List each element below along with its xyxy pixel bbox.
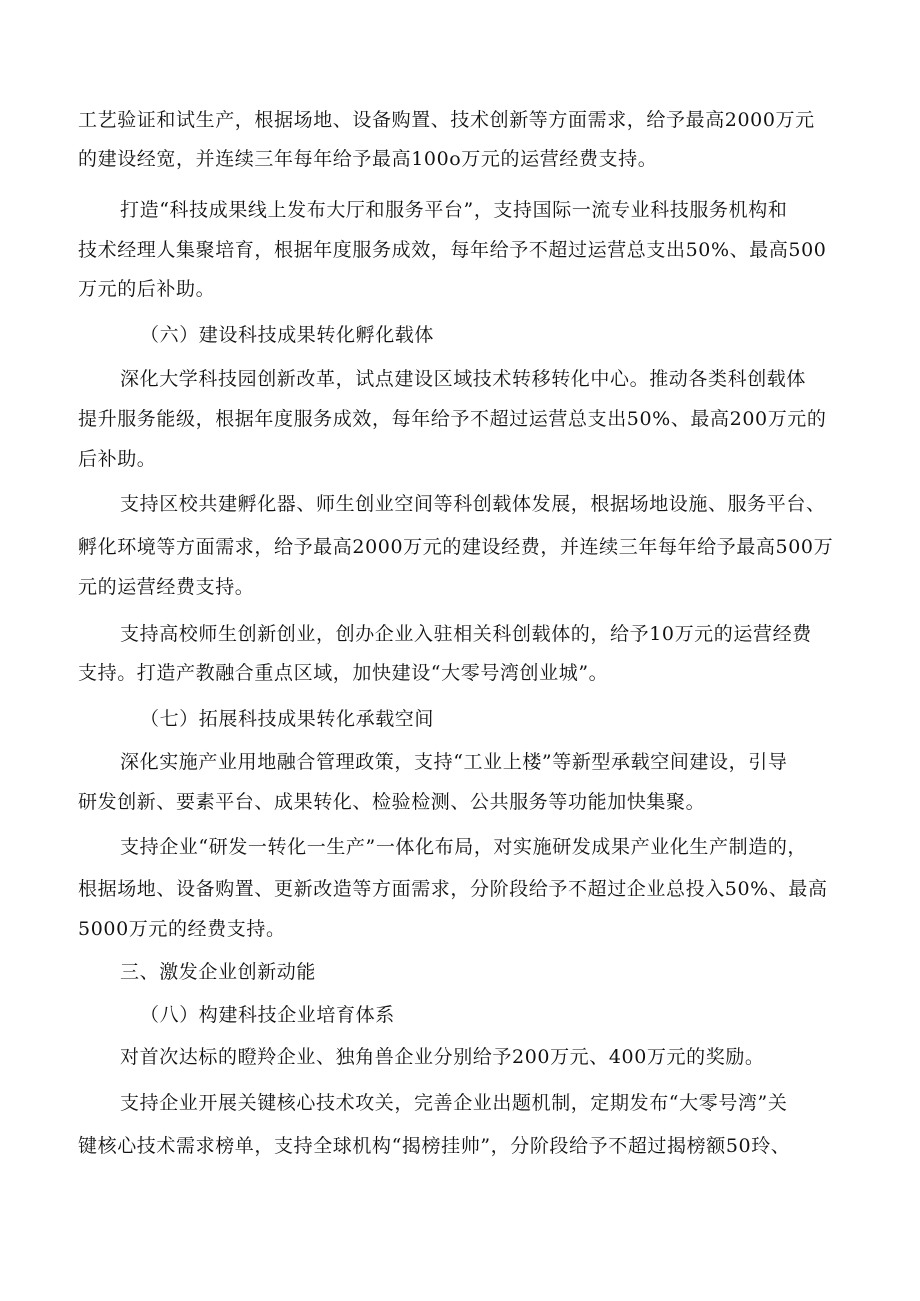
paragraph-line: 研发创新、要素平台、成果转化、检验检测、公共服务等功能加快集聚。 — [78, 791, 706, 813]
paragraph-line: 的建设经宽，并连续三年每年给予最高100o万元的运营经费支持。 — [78, 148, 658, 170]
paragraph-line: 5000万元的经费支持。 — [78, 918, 286, 940]
paragraph-line: 键核心技术需求榜单，支持全球机构“揭榜挂帅”，分阶段给予不超过揭榜额50玲、 — [78, 1135, 791, 1157]
paragraph-line: 支持企业开展关键核心技术攻关，完善企业出题机制，定期发布“大零号湾”关 — [120, 1092, 788, 1114]
paragraph-line: 孵化环境等方面需求，给予最高2000万元的建设经费，并连续三年每年给予最高500万 — [78, 536, 834, 558]
paragraph-line: 支持。打造产教融合重点区域，加快建设“大零号湾创业城”。 — [78, 662, 609, 684]
paragraph-line: 对首次达标的瞪羚企业、独角兽企业分别给予200万元、400万元的奖励。 — [120, 1046, 765, 1068]
section-heading: （八）构建科技企业培育体系 — [140, 1004, 395, 1026]
paragraph-line: 根据场地、设备购置、更新改造等方面需求，分阶段给予不超过企业总投入50%、最高 — [78, 878, 828, 900]
paragraph-line: 后补助。 — [78, 448, 157, 470]
paragraph-line: 技术经理人集聚培育，根据年度服务成效，每年给予不超过运营总支出50%、最高500 — [78, 239, 827, 261]
paragraph-line: 支持区校共建孵化器、师生创业空间等科创载体发展，根据场地设施、服务平台、 — [120, 493, 826, 515]
paragraph-line: 元的运营经费支持。 — [78, 576, 255, 598]
paragraph-line: 深化实施产业用地融合管理政策，支持“工业上楼”等新型承载空间建设，引导 — [120, 751, 788, 773]
section-heading: （七）拓展科技成果转化承载空间 — [140, 708, 435, 730]
chapter-heading: 三、激发企业创新动能 — [120, 961, 317, 983]
paragraph-line: 支持企业“研发一转化一生产”一体化布局，对实施研发成果产业化生产制造的， — [120, 836, 808, 858]
paragraph-line: 深化大学科技园创新改革，试点建设区域技术转移转化中心。推动各类科创载体 — [120, 368, 807, 390]
paragraph-line: 支持高校师生创新创业，创办企业入驻相关科创载体的，给予10万元的运营经费 — [120, 623, 812, 645]
paragraph-line: 打造“科技成果线上发布大厅和服务平台”，支持国际一流专业科技服务机构和 — [120, 199, 788, 221]
paragraph-line: 提升服务能级，根据年度服务成效，每年给予不超过运营总支出50%、最高200万元的 — [78, 408, 827, 430]
section-heading: （六）建设科技成果转化孵化载体 — [140, 324, 435, 346]
paragraph-line: 工艺验证和试生产，根据场地、设备购置、技术创新等方面需求，给予最高2000万元 — [78, 109, 815, 131]
paragraph-line: 万元的后补助。 — [78, 278, 216, 300]
